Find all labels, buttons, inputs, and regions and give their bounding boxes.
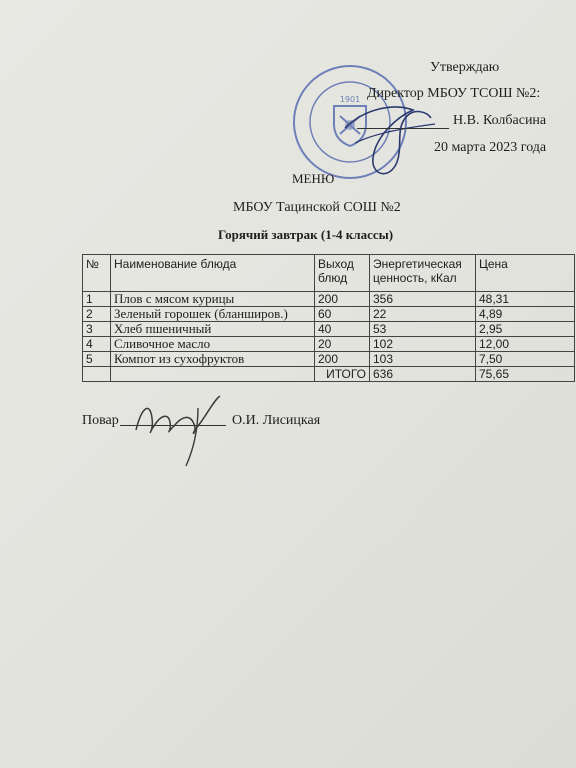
approval-date: 20 марта 2023 года	[434, 140, 547, 155]
total-price: 75,65	[476, 367, 575, 382]
table-row	[83, 352, 575, 367]
row-number: 1	[83, 292, 111, 307]
portion: 200	[315, 352, 370, 367]
row-number: 3	[83, 322, 111, 337]
row-number: 2	[83, 307, 111, 322]
dish-name: Хлеб пшеничный	[111, 322, 315, 337]
table-row	[83, 337, 575, 352]
signature-line	[357, 115, 449, 129]
cook-name: О.И. Лисицкая	[232, 413, 321, 428]
dish-name: Компот из сухофруктов	[111, 352, 315, 367]
price: 48,31	[476, 292, 575, 307]
total-energy: 636	[370, 367, 476, 382]
table-total-row	[83, 367, 575, 382]
table-row	[83, 307, 575, 322]
header-dish-name: Наименование блюда	[111, 255, 315, 292]
energy: 22	[370, 307, 476, 322]
director-name: Н.В. Колбасина	[453, 113, 547, 128]
energy: 53	[370, 322, 476, 337]
meal-title: Горячий завтрак (1-4 классы)	[218, 227, 394, 242]
menu-table	[82, 254, 575, 382]
header-price: Цена	[476, 255, 575, 292]
header-energy: Энергетическая ценность, кКал	[370, 255, 476, 292]
cook-signature	[128, 388, 228, 470]
dish-name: Зеленый горошек (бланширов.)	[111, 307, 315, 322]
portion: 200	[315, 292, 370, 307]
table-row	[83, 292, 575, 307]
cook-role: Повар	[82, 413, 119, 428]
empty-cell	[83, 367, 111, 382]
school-name: МБОУ Тацинской СОШ №2	[233, 200, 401, 215]
portion: 40	[315, 322, 370, 337]
director-name-line	[357, 113, 546, 129]
empty-cell	[111, 367, 315, 382]
price: 12,00	[476, 337, 575, 352]
energy: 103	[370, 352, 476, 367]
header-portion: Выход блюд	[315, 255, 370, 292]
energy: 356	[370, 292, 476, 307]
total-label: ИТОГО	[315, 367, 370, 382]
price: 2,95	[476, 322, 575, 337]
portion: 60	[315, 307, 370, 322]
approval-label: Утверждаю	[430, 60, 500, 75]
director-title: Директор МБОУ ТСОШ №2:	[367, 86, 541, 101]
price: 7,50	[476, 352, 575, 367]
menu-title: МЕНЮ	[292, 171, 335, 186]
header-number: №	[83, 255, 111, 292]
price: 4,89	[476, 307, 575, 322]
row-number: 5	[83, 352, 111, 367]
table-header-row	[83, 255, 575, 292]
table-row	[83, 322, 575, 337]
svg-text:1901: 1901	[339, 95, 361, 104]
energy: 102	[370, 337, 476, 352]
row-number: 4	[83, 337, 111, 352]
director-signature	[335, 88, 445, 188]
portion: 20	[315, 337, 370, 352]
dish-name: Плов с мясом курицы	[111, 292, 315, 307]
dish-name: Сливочное масло	[111, 337, 315, 352]
